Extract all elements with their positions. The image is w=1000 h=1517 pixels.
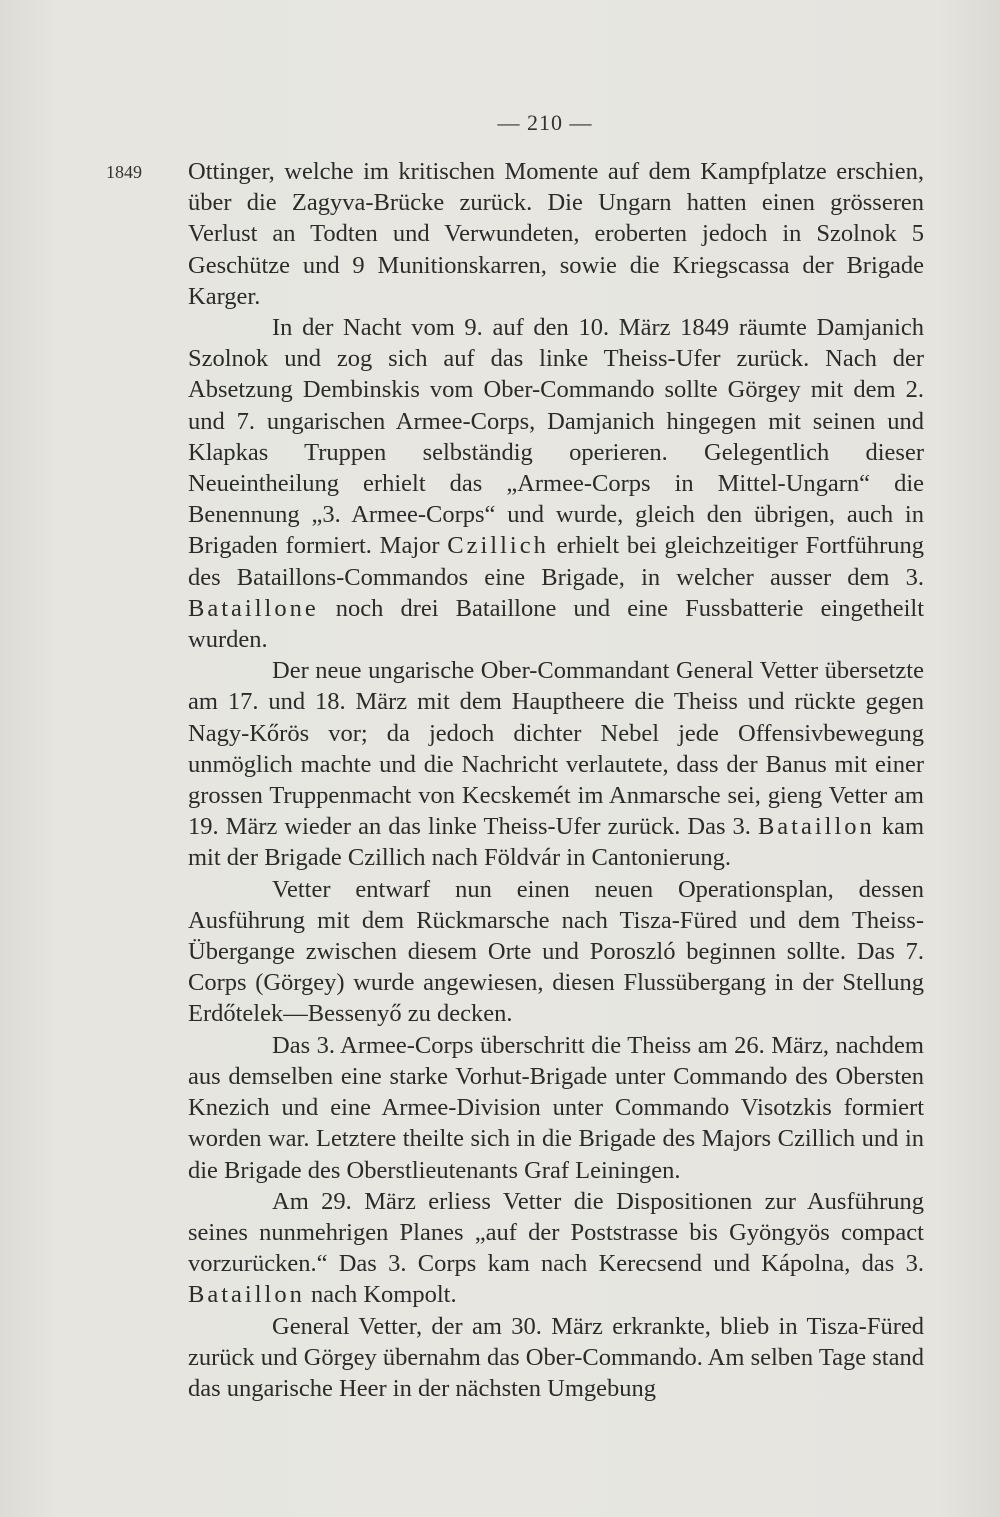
page-number: — 210 — bbox=[497, 110, 593, 135]
paragraph bbox=[188, 1186, 924, 1311]
text-run: nach Kompolt. bbox=[304, 1281, 457, 1309]
body-text bbox=[188, 156, 924, 1404]
text-run: Der neue ungarische Ober-Commandant General Vetter übersetzte am 17. und 18. März mit dem Hauptheere die Theiss und rückte gegen Nagy-Kőrös vor; da jedoch dichter Nebel jede Offensivbewegung unmöglich machte und die Nachricht verlautete, dass der Banus mit einer grossen Truppenmacht von Kecskemét im Anmarsche sei, gieng Vetter am 19. März wieder an das linke Theiss-Ufer zurück. Das 3. bbox=[188, 657, 924, 841]
emphasized-term: Bataillon bbox=[757, 813, 875, 841]
text-run: Ottinger, welche im kritischen Momente auf dem Kampfplatze erschien, über die Zagyva-Brücke zurück. Die Ungarn hatten einen grösseren Verlust an Todten und Verwundeten, eroberten jedoch in Szolnok 5 Geschütze und 9 Munitionskarren, sowie die Kriegscassa der Brigade Karger. bbox=[188, 158, 924, 310]
text-run: Am 29. März erliess Vetter die Dispositionen zur Ausführung seines nunmehrigen Planes „auf der Poststrasse bis Gyöngyös compact vorzurücken.“ Das 3. Corps kam nach Kerecsend und Kápolna, das 3. bbox=[188, 1187, 924, 1278]
emphasized-name: Czillich bbox=[447, 532, 549, 560]
paragraph bbox=[188, 1030, 924, 1186]
text-run: noch drei Bataillone und eine Fussbatterie eingetheilt wurden. bbox=[188, 594, 924, 654]
text-run: kam mit der Brigade Czillich nach Földvár in Cantonierung. bbox=[188, 813, 924, 872]
text-run: erhielt bei gleichzeitiger Fortführung des Bataillons-Commandos eine Brigade, in welcher ausser dem 3. bbox=[188, 532, 924, 591]
text-run: General Vetter, der am 30. März erkrankte, blieb in Tisza-Füred zurück und Görgey übernahm das Ober-Commando. Am selben Tage stand das ungarische Heer in der nächsten Umgebung bbox=[188, 1312, 924, 1402]
emphasized-term: Bataillon bbox=[188, 1281, 305, 1309]
paragraph bbox=[188, 156, 924, 312]
text-run: Das 3. Armee-Corps überschritt die Theiss am 26. März, nachdem aus demselben eine starke Vorhut-Brigade unter Commando des Obersten Knezich und eine Armee-Division unter Commando Visotzkis formiert worden war. Letztere theilte sich in die Brigade des Majors Czillich und in die Brigade des Oberstlieutenants Graf Leiningen. bbox=[188, 1031, 924, 1184]
text-run: In der Nacht vom 9. auf den 10. März 1849 räumte Damjanich Szolnok und zog sich auf das linke Theiss-Ufer zurück. Nach der Absetzung Dembinskis vom Ober-Commando sollte Görgey mit dem 2. und 7. ungarischen Armee-Corps, Damjanich hingegen mit seinen und Klapkas Truppen selbständig operieren. Gelegentlich dieser Neueintheilung erhielt das „Armee-Corps in Mittel-Ungarn“ die Benennung „3. Armee-Corps“ und wurde, gleich den übrigen, auch in Brigaden formiert. Major bbox=[188, 314, 924, 560]
paragraph bbox=[188, 874, 924, 1030]
text-run: Vetter entwarf nun einen neuen Operationsplan, dessen Ausführung mit dem Rückmarsche nach Tisza-Füred und dem Theiss-Übergange zwischen diesem Orte und Poroszló beginnen sollte. Das 7. Corps (Görgey) wurde angewiesen, diesen Flussübergang in der Stellung Erdőtelek—Bessenyő zu decken. bbox=[188, 875, 924, 1028]
paragraph bbox=[188, 312, 924, 655]
margin-year-note: 1849 bbox=[106, 162, 142, 182]
paragraph bbox=[188, 655, 924, 873]
paragraph bbox=[188, 1311, 924, 1405]
emphasized-term: Bataillone bbox=[188, 594, 319, 622]
